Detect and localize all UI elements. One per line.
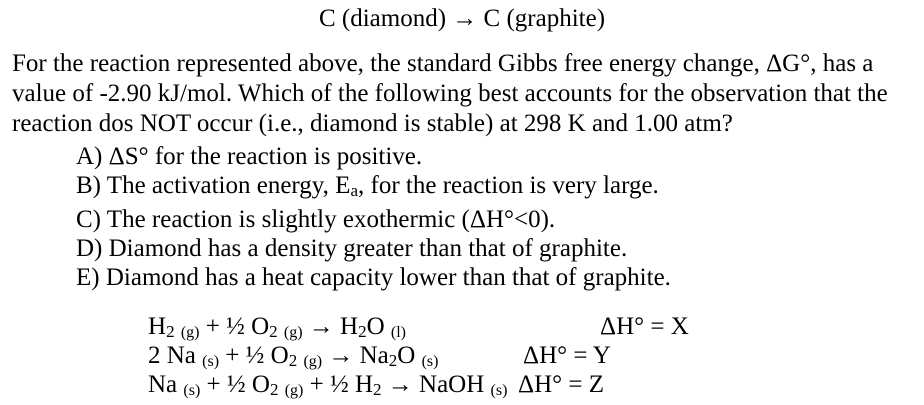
option-a: A) ΔS° for the reaction is positive. xyxy=(76,143,423,170)
answer-options xyxy=(76,142,671,292)
question-line-1: For the reaction represented above, the standard Gibbs free energy change, ΔG°, has a xyxy=(12,50,874,77)
eq1-o-phase: (g) xyxy=(283,324,303,341)
equation-3 xyxy=(148,370,708,399)
question-line-2: value of -2.90 kJ/mol. Which of the following best accounts for the observation that the xyxy=(12,80,888,107)
eq2-product-sub: 2 xyxy=(388,351,398,370)
eq3-o: + ½ O xyxy=(200,371,270,398)
eq3-h-sub: 2 xyxy=(373,380,382,399)
eq2-o-phase: (g) xyxy=(303,353,323,370)
equations-block xyxy=(148,312,708,399)
equation-3-reaction xyxy=(148,370,507,405)
option-b-suffix: , for the reaction is very large. xyxy=(358,172,659,199)
eq1-h-phase: (g) xyxy=(180,324,200,341)
equation-3-enthalpy: ΔH° = Z xyxy=(518,371,604,398)
eq2-o: + ½ O xyxy=(219,342,289,369)
eq3-o-sub: 2 xyxy=(269,380,279,399)
option-c: C) The reaction is slightly exothermic (ΔH°<0). xyxy=(76,206,556,233)
equation-2 xyxy=(148,341,708,370)
option-b-subscript: a xyxy=(350,181,358,200)
eq2-o-sub: 2 xyxy=(288,351,298,370)
eq3-na-phase: (s) xyxy=(183,382,201,399)
eq1-product-sub: 2 xyxy=(358,322,367,341)
option-b xyxy=(76,171,671,205)
eq3-h: + ½ H xyxy=(303,371,374,398)
option-e: E) Diamond has a heat capacity lower than that of graphite. xyxy=(76,264,671,291)
eq2-product-o: O xyxy=(397,342,422,369)
eq3-o-phase: (g) xyxy=(284,382,304,399)
equation-1-enthalpy: ΔH° = X xyxy=(600,313,689,340)
eq1-o-sub: 2 xyxy=(269,322,278,341)
eq1-product-o: O xyxy=(366,313,391,340)
eq1-product-phase: (l) xyxy=(390,324,407,341)
question-line-3: reaction dos NOT occur (i.e., diamond is stable) at 298 K and 1.00 atm? xyxy=(12,110,733,137)
equation-2-enthalpy: ΔH° = Y xyxy=(523,342,611,369)
question-text xyxy=(12,49,917,139)
eq1-product: → H xyxy=(302,313,359,340)
eq1-h-sub: 2 xyxy=(166,322,175,341)
eq3-product: → NaOH xyxy=(381,371,491,398)
option-b-prefix: B) The activation energy, E xyxy=(76,172,351,199)
option-d: D) Diamond has a density greater than that of graphite. xyxy=(76,235,628,262)
eq2-product: → Na xyxy=(322,342,389,369)
eq3-product-phase: (s) xyxy=(490,382,508,399)
eq2-na-phase: (s) xyxy=(202,353,220,370)
equation-1 xyxy=(148,312,708,341)
eq2-product-phase: (s) xyxy=(421,353,439,370)
reaction-title: C (diamond) → C (graphite) xyxy=(318,5,606,32)
eq1-h: H xyxy=(148,313,167,340)
eq2-na: 2 Na xyxy=(148,342,203,369)
eq1-o: + ½ O xyxy=(199,313,270,340)
eq3-na: Na xyxy=(148,371,184,398)
